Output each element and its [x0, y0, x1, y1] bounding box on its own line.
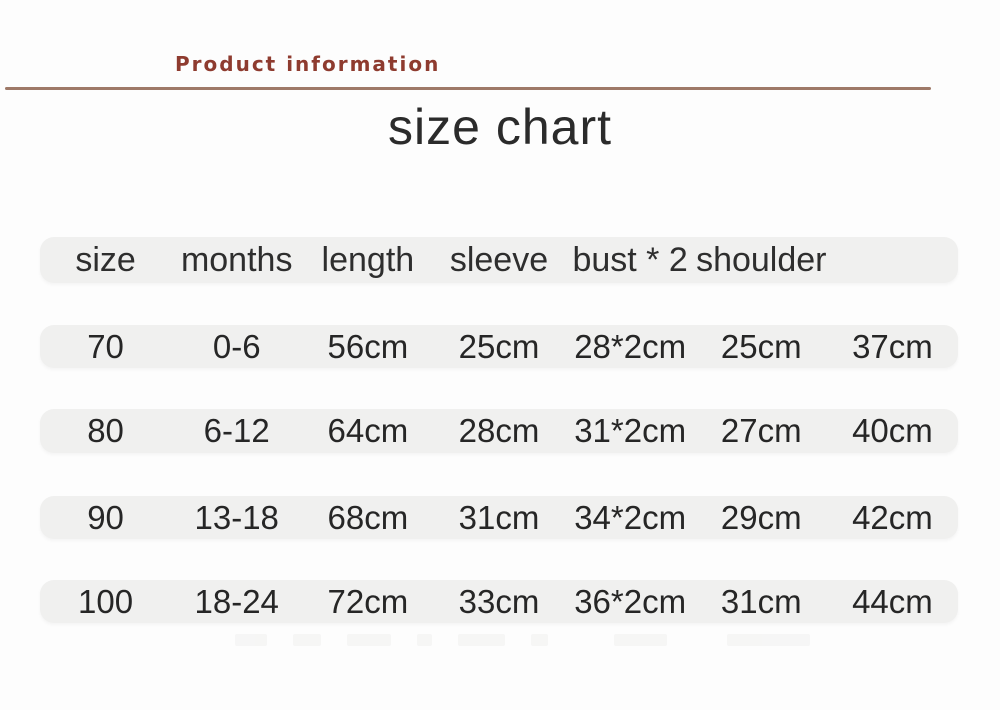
size-table-row-70	[40, 325, 958, 368]
cell-bust: 36*2cm	[574, 582, 687, 620]
column-header-sleeve: sleeve	[449, 240, 549, 279]
cell-size: 90	[87, 498, 124, 536]
cell-length: 72cm	[327, 582, 409, 620]
column-header-months: months	[180, 240, 293, 279]
cell-bust: 31*2cm	[574, 412, 687, 449]
cell-extra: 40cm	[852, 412, 933, 449]
cell-shoulder: 31cm	[720, 582, 802, 620]
cell-size: 100	[78, 582, 134, 620]
cell-months: 18-24	[194, 582, 279, 620]
size-table-header-row	[40, 237, 958, 283]
cell-shoulder: 25cm	[720, 327, 802, 365]
cell-size: 80	[87, 412, 124, 449]
column-header-bust: bust * 2	[572, 240, 688, 279]
cell-sleeve: 25cm	[458, 327, 540, 365]
column-header-length: length	[321, 240, 415, 279]
product-information-label: Product information	[175, 52, 441, 76]
cell-shoulder: 27cm	[720, 412, 802, 449]
cell-shoulder: 29cm	[720, 498, 802, 536]
size-chart-title: size chart	[388, 99, 612, 155]
cell-size: 70	[87, 327, 124, 365]
cell-extra: 42cm	[852, 498, 933, 536]
size-table-row-90	[40, 496, 958, 539]
column-header-size: size	[75, 240, 136, 279]
cell-months: 13-18	[194, 498, 279, 536]
cell-extra: 37cm	[852, 327, 933, 365]
cell-length: 68cm	[327, 498, 409, 536]
cell-sleeve: 33cm	[458, 582, 540, 620]
cell-length: 64cm	[327, 412, 409, 449]
cell-extra: 44cm	[852, 582, 933, 620]
cell-sleeve: 28cm	[458, 412, 540, 449]
faded-cutoff-text-remnant	[235, 634, 810, 647]
cell-months: 0-6	[212, 327, 261, 365]
cell-length: 56cm	[327, 327, 409, 365]
cell-bust: 34*2cm	[574, 498, 687, 536]
cell-sleeve: 31cm	[458, 498, 540, 536]
header-divider	[5, 87, 931, 90]
size-table-row-100	[40, 580, 958, 623]
cell-bust: 28*2cm	[574, 327, 687, 365]
column-header-shoulder: shoulder	[696, 240, 827, 279]
cell-months: 6-12	[203, 412, 270, 449]
size-table-row-80	[40, 409, 958, 453]
